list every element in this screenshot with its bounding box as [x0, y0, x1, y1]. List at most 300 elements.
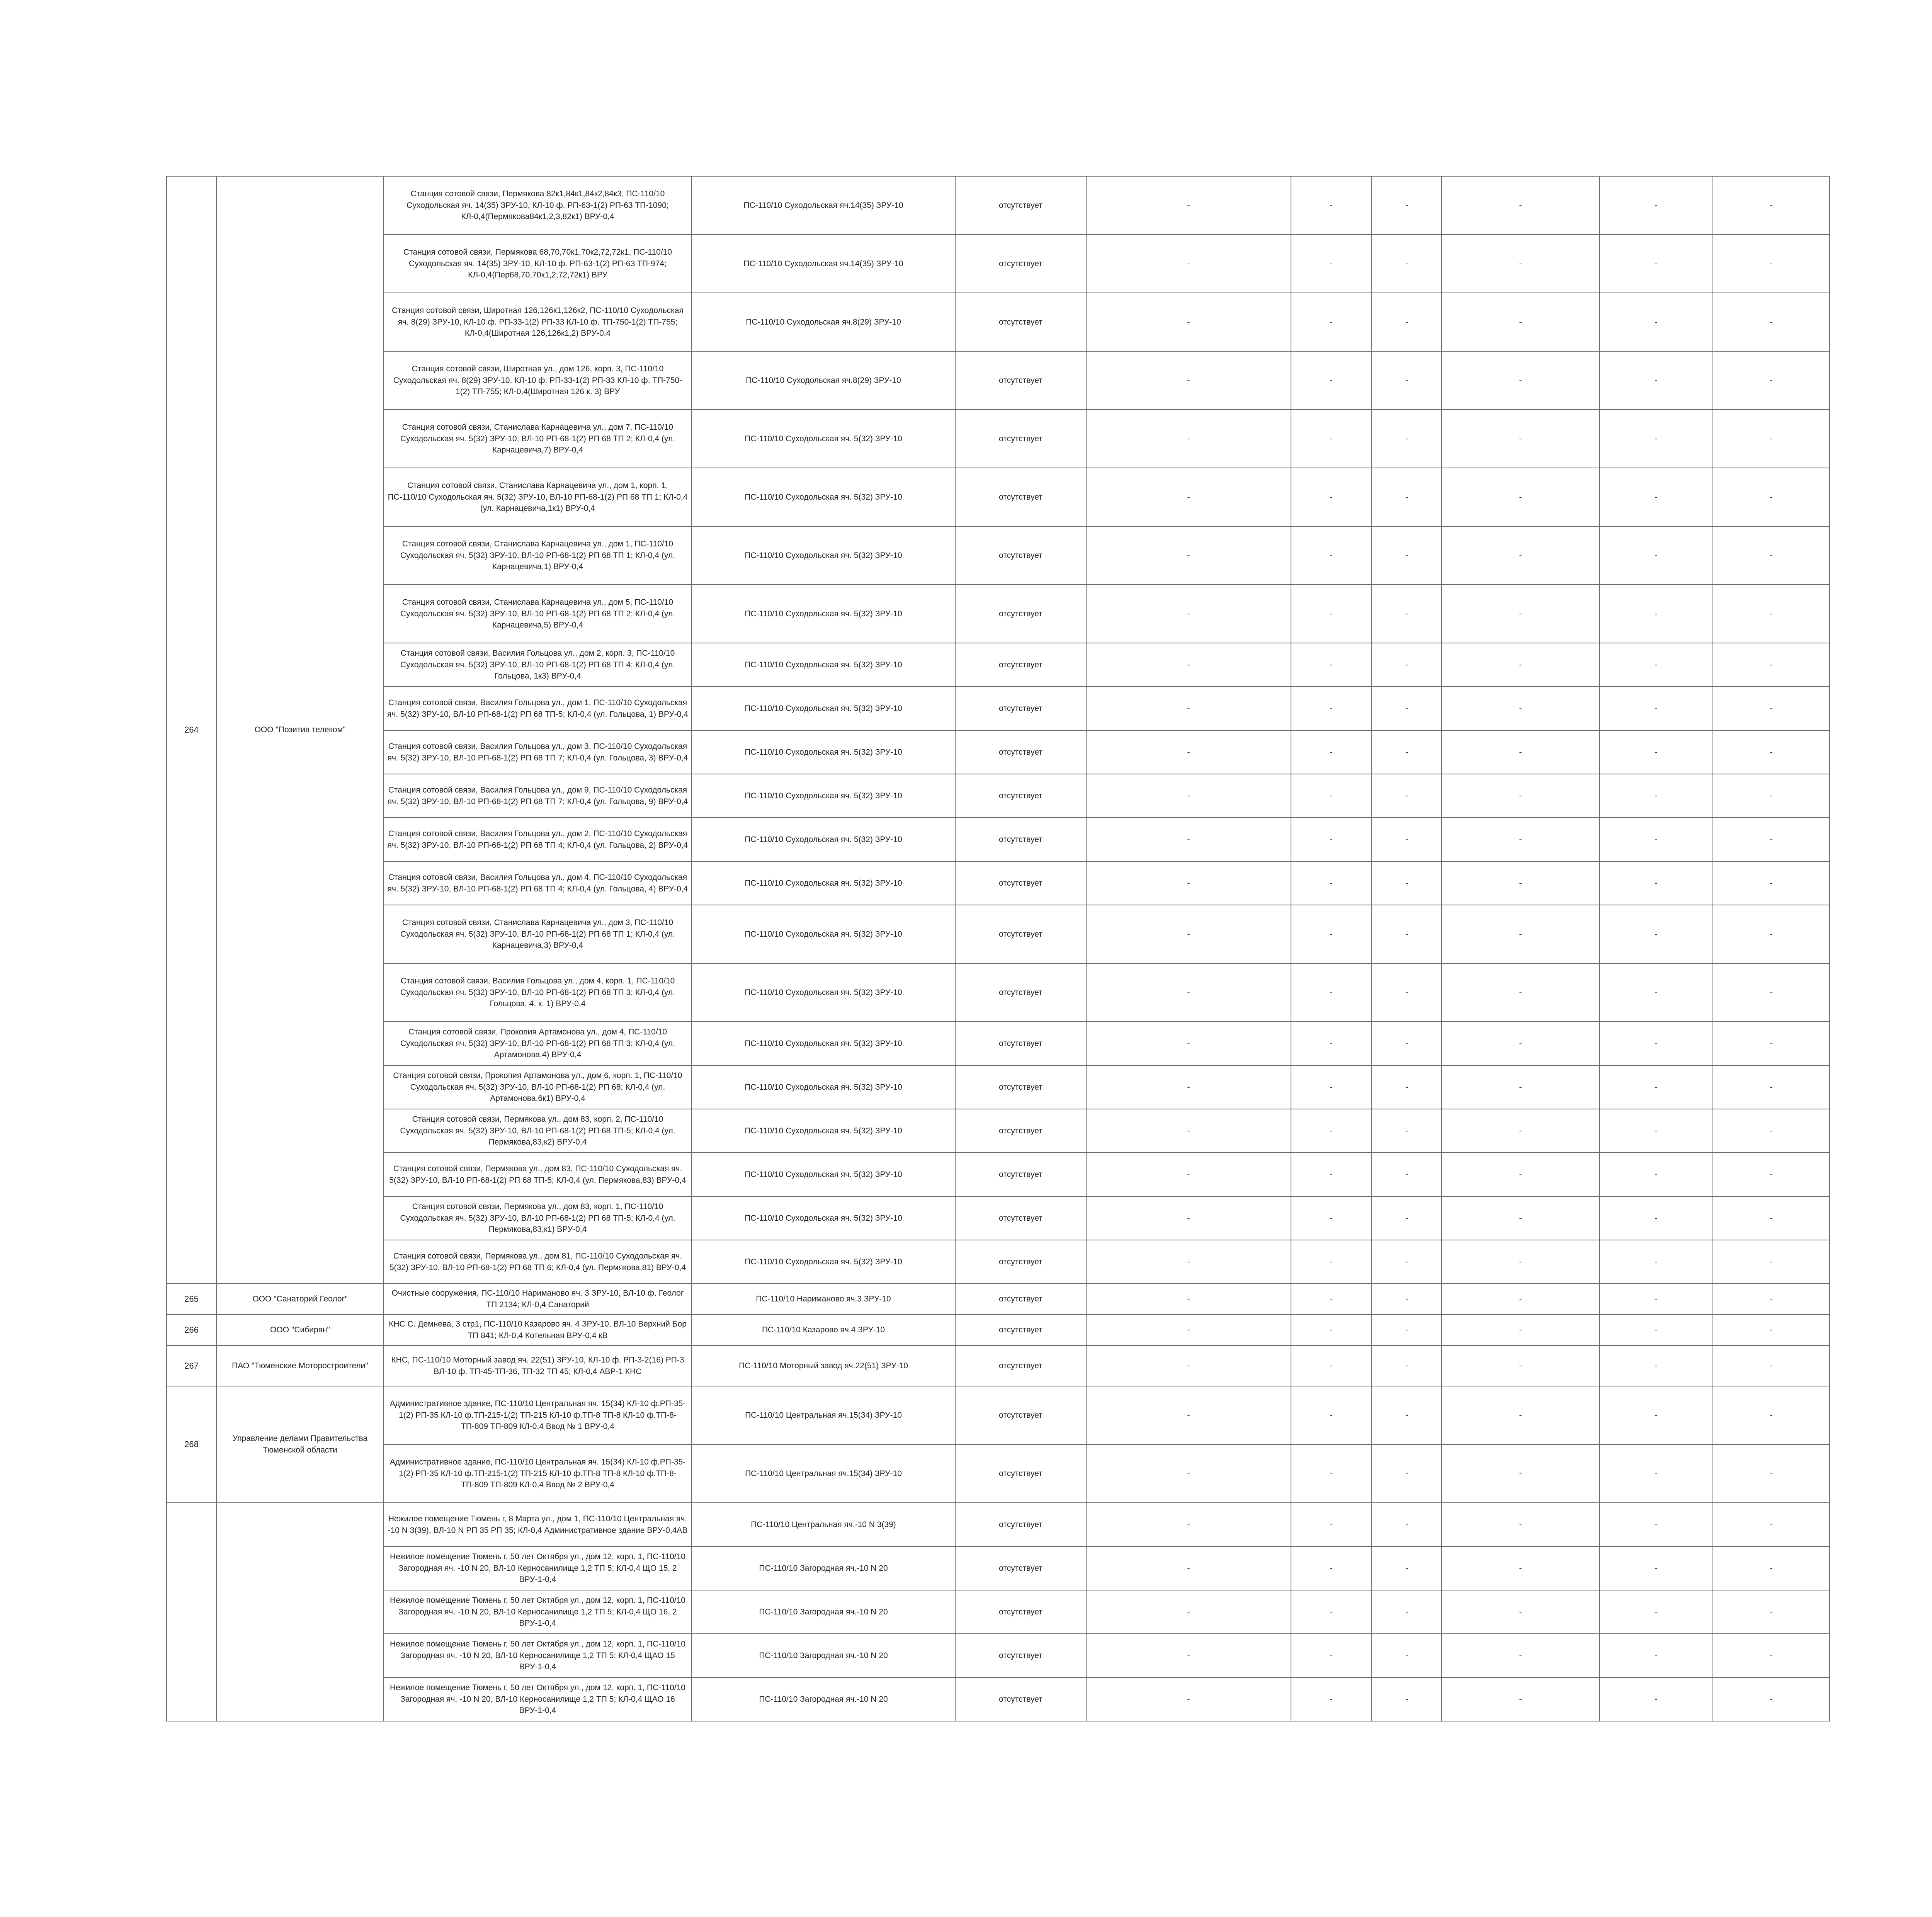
object-description-cell: Станция сотовой связи, Пермякова ул., дом 83, корп. 2, ПС-110/10 Суходольская яч. 5(32) ЗРУ-10, ВЛ-10 РП-68-1(2) РП 68 ТП-5; КЛ-0,4 (ул. Пермякова,83,к2) ВРУ-0,4 [384, 1109, 692, 1153]
value-cell-3: - [1372, 1386, 1442, 1444]
value-cell-6: - [1713, 730, 1830, 774]
object-description-cell: Нежилое помещение Тюмень г, 50 лет Октября ул., дом 12, корп. 1, ПС-110/10 Загородная яч. -10 N 20, ВЛ-10 Керносанилище 1,2 ТП 5; КЛ-0,4 ЩАО 15 ВРУ-1-0,4 [384, 1634, 692, 1677]
value-cell-3: - [1372, 526, 1442, 585]
table-row [167, 293, 1830, 351]
substation-cell: ПС-110/10 Загородная яч.-10 N 20 [692, 1590, 955, 1634]
value-cell-6: - [1713, 818, 1830, 861]
object-description-cell: Станция сотовой связи, Василия Гольцова ул., дом 9, ПС-110/10 Суходольская яч. 5(32) ЗРУ-10, ВЛ-10 РП-68-1(2) РП 68 ТП 7; КЛ-0,4 (ул. Гольцова, 9) ВРУ-0,4 [384, 774, 692, 818]
object-description-cell: Станция сотовой связи, Станислава Карнацевича ул., дом 3, ПС-110/10 Суходольская яч. 5(32) ЗРУ-10, ВЛ-10 РП-68-1(2) РП 68 ТП 1; КЛ-0,4 (ул. Карнацевича,3) ВРУ-0,4 [384, 905, 692, 963]
status-cell: отсутствует [955, 1109, 1086, 1153]
value-cell-1: - [1086, 1590, 1291, 1634]
table-row [167, 176, 1830, 235]
value-cell-6: - [1713, 1153, 1830, 1196]
value-cell-3: - [1372, 643, 1442, 687]
object-description-cell: Станция сотовой связи, Станислава Карнацевича ул., дом 5, ПС-110/10 Суходольская яч. 5(32) ЗРУ-10, ВЛ-10 РП-68-1(2) РП 68 ТП 2; КЛ-0,4 (ул. Карнацевича,5) ВРУ-0,4 [384, 585, 692, 643]
value-cell-6: - [1713, 687, 1830, 730]
object-description-cell: Станция сотовой связи, Василия Гольцова ул., дом 2, корп. 3, ПС-110/10 Суходольская яч. 5(32) ЗРУ-10, ВЛ-10 РП-68-1(2) РП 68 ТП 4; КЛ-0,4 (ул. Гольцова, 1к3) ВРУ-0,4 [384, 643, 692, 687]
table-row [167, 774, 1830, 818]
substation-cell: ПС-110/10 Нариманово яч.3 ЗРУ-10 [692, 1284, 955, 1315]
object-description-cell: Станция сотовой связи, Василия Гольцова ул., дом 3, ПС-110/10 Суходольская яч. 5(32) ЗРУ-10, ВЛ-10 РП-68-1(2) РП 68 ТП 7; КЛ-0,4 (ул. Гольцова, 3) ВРУ-0,4 [384, 730, 692, 774]
object-description-cell: Нежилое помещение Тюмень г, 50 лет Октября ул., дом 12, корп. 1, ПС-110/10 Загородная яч. -10 N 20, ВЛ-10 Керносанилище 1,2 ТП 5; КЛ-0,4 ЩАО 16 ВРУ-1-0,4 [384, 1677, 692, 1721]
object-description-cell: КНС С. Демнева, 3 стр1, ПС-110/10 Казарово яч. 4 ЗРУ-10, ВЛ-10 Верхний Бор ТП 841; КЛ-0,4 Котельная ВРУ-0,4 кВ [384, 1315, 692, 1345]
table-row [167, 1240, 1830, 1284]
object-description-cell: Административное здание, ПС-110/10 Центральная яч. 15(34) КЛ-10 ф.РП-35-1(2) РП-35 КЛ-10 ф.ТП-215-1(2) ТП-215 КЛ-10 ф.ТП-8 ТП-8 КЛ-10 ф.ТП-8-ТП-809 ТП-809 КЛ-0,4 Ввод № 1 ВРУ-0,4 [384, 1386, 692, 1444]
table-row [167, 730, 1830, 774]
object-description-cell: Нежилое помещение Тюмень г, 8 Марта ул., дом 1, ПС-110/10 Центральная яч. -10 N 3(39), ВЛ-10 N РП 35 РП 35; КЛ-0,4 Административное здание ВРУ-0,4АВ [384, 1503, 692, 1546]
value-cell-4: - [1442, 1386, 1599, 1444]
value-cell-3: - [1372, 1284, 1442, 1315]
value-cell-3: - [1372, 1196, 1442, 1240]
value-cell-3: - [1372, 1065, 1442, 1109]
status-cell: отсутствует [955, 963, 1086, 1022]
status-cell: отсутствует [955, 643, 1086, 687]
table-row [167, 1386, 1830, 1444]
value-cell-4: - [1442, 351, 1599, 410]
value-cell-2: - [1291, 774, 1372, 818]
value-cell-2: - [1291, 687, 1372, 730]
value-cell-5: - [1599, 1546, 1713, 1590]
substation-cell: ПС-110/10 Суходольская яч. 5(32) ЗРУ-10 [692, 818, 955, 861]
organization-cell: ПАО "Тюменские Моторостроители" [216, 1345, 384, 1386]
object-description-cell: Станция сотовой связи, Пермякова ул., дом 81, ПС-110/10 Суходольская яч. 5(32) ЗРУ-10, ВЛ-10 РП-68-1(2) РП 68 ТП 6; КЛ-0,4 (ул. Пермякова,81) ВРУ-0,4 [384, 1240, 692, 1284]
value-cell-3: - [1372, 730, 1442, 774]
value-cell-5: - [1599, 861, 1713, 905]
value-cell-4: - [1442, 1109, 1599, 1153]
status-cell: отсутствует [955, 1444, 1086, 1503]
value-cell-1: - [1086, 1677, 1291, 1721]
substation-cell: ПС-110/10 Суходольская яч.8(29) ЗРУ-10 [692, 351, 955, 410]
object-description-cell: Станция сотовой связи, Василия Гольцова ул., дом 4, ПС-110/10 Суходольская яч. 5(32) ЗРУ-10, ВЛ-10 РП-68-1(2) РП 68 ТП 4; КЛ-0,4 (ул. Гольцова, 4) ВРУ-0,4 [384, 861, 692, 905]
value-cell-2: - [1291, 293, 1372, 351]
value-cell-2: - [1291, 526, 1372, 585]
value-cell-2: - [1291, 235, 1372, 293]
value-cell-6: - [1713, 585, 1830, 643]
table-row [167, 1503, 1830, 1546]
table-row [167, 351, 1830, 410]
value-cell-1: - [1086, 176, 1291, 235]
status-cell: отсутствует [955, 235, 1086, 293]
data-table [166, 176, 1830, 1721]
value-cell-3: - [1372, 1677, 1442, 1721]
value-cell-3: - [1372, 1153, 1442, 1196]
value-cell-2: - [1291, 861, 1372, 905]
table-row [167, 1590, 1830, 1634]
value-cell-6: - [1713, 1677, 1830, 1721]
value-cell-3: - [1372, 235, 1442, 293]
value-cell-1: - [1086, 235, 1291, 293]
value-cell-4: - [1442, 818, 1599, 861]
status-cell: отсутствует [955, 1677, 1086, 1721]
object-description-cell: Нежилое помещение Тюмень г, 50 лет Октября ул., дом 12, корп. 1, ПС-110/10 Загородная яч. -10 N 20, ВЛ-10 Керносанилище 1,2 ТП 5; КЛ-0,4 ЩО 15, 2 ВРУ-1-0,4 [384, 1546, 692, 1590]
substation-cell: ПС-110/10 Казарово яч.4 ЗРУ-10 [692, 1315, 955, 1345]
value-cell-3: - [1372, 585, 1442, 643]
object-description-cell: Станция сотовой связи, Пермякова 82к1,84к1,84к2,84к3, ПС-110/10 Суходольская яч. 14(35) ЗРУ-10, КЛ-10 ф. РП-63-1(2) РП-63 ТП-1090; КЛ-0,4(Пермякова84к1,2,3,82к1) ВРУ-0,4 [384, 176, 692, 235]
table-row [167, 1065, 1830, 1109]
status-cell: отсутствует [955, 687, 1086, 730]
value-cell-6: - [1713, 963, 1830, 1022]
table-row [167, 1153, 1830, 1196]
value-cell-1: - [1086, 730, 1291, 774]
value-cell-3: - [1372, 861, 1442, 905]
value-cell-4: - [1442, 585, 1599, 643]
substation-cell: ПС-110/10 Центральная яч.-10 N 3(39) [692, 1503, 955, 1546]
value-cell-2: - [1291, 1634, 1372, 1677]
value-cell-5: - [1599, 905, 1713, 963]
substation-cell: ПС-110/10 Загородная яч.-10 N 20 [692, 1634, 955, 1677]
value-cell-2: - [1291, 730, 1372, 774]
value-cell-5: - [1599, 643, 1713, 687]
value-cell-5: - [1599, 293, 1713, 351]
substation-cell: ПС-110/10 Суходольская яч. 5(32) ЗРУ-10 [692, 585, 955, 643]
substation-cell: ПС-110/10 Суходольская яч. 5(32) ЗРУ-10 [692, 643, 955, 687]
organization-cell: Управление делами Правительства Тюменской области [216, 1386, 384, 1503]
value-cell-3: - [1372, 1546, 1442, 1590]
value-cell-4: - [1442, 1590, 1599, 1634]
organization-cell: ООО "Сибирян" [216, 1315, 384, 1345]
substation-cell: ПС-110/10 Суходольская яч. 5(32) ЗРУ-10 [692, 1109, 955, 1153]
substation-cell: ПС-110/10 Суходольская яч. 5(32) ЗРУ-10 [692, 1022, 955, 1065]
status-cell: отсутствует [955, 1590, 1086, 1634]
value-cell-2: - [1291, 1153, 1372, 1196]
substation-cell: ПС-110/10 Суходольская яч. 5(32) ЗРУ-10 [692, 1196, 955, 1240]
value-cell-6: - [1713, 905, 1830, 963]
value-cell-5: - [1599, 1503, 1713, 1546]
value-cell-6: - [1713, 351, 1830, 410]
substation-cell: ПС-110/10 Загородная яч.-10 N 20 [692, 1546, 955, 1590]
value-cell-4: - [1442, 1022, 1599, 1065]
value-cell-6: - [1713, 1065, 1830, 1109]
object-description-cell: Станция сотовой связи, Василия Гольцова ул., дом 1, ПС-110/10 Суходольская яч. 5(32) ЗРУ-10, ВЛ-10 РП-68-1(2) РП 68 ТП-5; КЛ-0,4 (ул. Гольцова, 1) ВРУ-0,4 [384, 687, 692, 730]
value-cell-4: - [1442, 1444, 1599, 1503]
organization-cell [216, 1503, 384, 1721]
substation-cell: ПС-110/10 Суходольская яч. 5(32) ЗРУ-10 [692, 774, 955, 818]
value-cell-1: - [1086, 861, 1291, 905]
value-cell-4: - [1442, 687, 1599, 730]
value-cell-1: - [1086, 351, 1291, 410]
table-row [167, 861, 1830, 905]
value-cell-3: - [1372, 1315, 1442, 1345]
value-cell-2: - [1291, 1109, 1372, 1153]
value-cell-4: - [1442, 1634, 1599, 1677]
value-cell-4: - [1442, 1345, 1599, 1386]
value-cell-6: - [1713, 1240, 1830, 1284]
status-cell: отсутствует [955, 1022, 1086, 1065]
table-row [167, 526, 1830, 585]
object-description-cell: КНС, ПС-110/10 Моторный завод яч. 22(51) ЗРУ-10, КЛ-10 ф. РП-3-2(16) РП-3 ВЛ-10 ф. ТП-45-ТП-36, ТП-32 ТП 45; КЛ-0,4 АВР-1 КНС [384, 1345, 692, 1386]
value-cell-5: - [1599, 1109, 1713, 1153]
value-cell-3: - [1372, 293, 1442, 351]
value-cell-6: - [1713, 1345, 1830, 1386]
value-cell-1: - [1086, 1153, 1291, 1196]
value-cell-5: - [1599, 1386, 1713, 1444]
value-cell-1: - [1086, 526, 1291, 585]
row-number-cell: 265 [167, 1284, 216, 1315]
value-cell-5: - [1599, 963, 1713, 1022]
value-cell-4: - [1442, 643, 1599, 687]
value-cell-1: - [1086, 687, 1291, 730]
status-cell: отсутствует [955, 818, 1086, 861]
value-cell-6: - [1713, 1444, 1830, 1503]
object-description-cell: Станция сотовой связи, Станислава Карнацевича ул., дом 1, ПС-110/10 Суходольская яч. 5(32) ЗРУ-10, ВЛ-10 РП-68-1(2) РП 68 ТП 1; КЛ-0,4 (ул. Карнацевича,1) ВРУ-0,4 [384, 526, 692, 585]
value-cell-5: - [1599, 585, 1713, 643]
value-cell-2: - [1291, 1386, 1372, 1444]
object-description-cell: Административное здание, ПС-110/10 Центральная яч. 15(34) КЛ-10 ф.РП-35-1(2) РП-35 КЛ-10 ф.ТП-215-1(2) ТП-215 КЛ-10 ф.ТП-8 ТП-8 КЛ-10 ф.ТП-8-ТП-809 ТП-809 КЛ-0,4 Ввод № 2 ВРУ-0,4 [384, 1444, 692, 1503]
value-cell-6: - [1713, 293, 1830, 351]
value-cell-4: - [1442, 1065, 1599, 1109]
object-description-cell: Станция сотовой связи, Прокопия Артамонова ул., дом 6, корп. 1, ПС-110/10 Суходольская яч. 5(32) ЗРУ-10, ВЛ-10 РП-68-1(2) РП 68; КЛ-0,4 (ул. Артамонова,6к1) ВРУ-0,4 [384, 1065, 692, 1109]
table-row [167, 643, 1830, 687]
status-cell: отсутствует [955, 730, 1086, 774]
status-cell: отсутствует [955, 905, 1086, 963]
value-cell-2: - [1291, 585, 1372, 643]
value-cell-6: - [1713, 235, 1830, 293]
row-number-cell: 264 [167, 176, 216, 1284]
object-description-cell: Станция сотовой связи, Пермякова ул., дом 83, ПС-110/10 Суходольская яч. 5(32) ЗРУ-10, ВЛ-10 РП-68-1(2) РП 68 ТП-5; КЛ-0,4 (ул. Пермякова,83) ВРУ-0,4 [384, 1153, 692, 1196]
value-cell-3: - [1372, 1503, 1442, 1546]
status-cell: отсутствует [955, 351, 1086, 410]
status-cell: отсутствует [955, 1345, 1086, 1386]
value-cell-1: - [1086, 1315, 1291, 1345]
value-cell-2: - [1291, 1022, 1372, 1065]
value-cell-5: - [1599, 1315, 1713, 1345]
object-description-cell: Станция сотовой связи, Василия Гольцова ул., дом 4, корп. 1, ПС-110/10 Суходольская яч. 5(32) ЗРУ-10, ВЛ-10 РП-68-1(2) РП 68 ТП 3; КЛ-0,4 (ул. Гольцова, 4, к. 1) ВРУ-0,4 [384, 963, 692, 1022]
table-row [167, 1546, 1830, 1590]
value-cell-3: - [1372, 468, 1442, 526]
value-cell-5: - [1599, 1677, 1713, 1721]
status-cell: отсутствует [955, 585, 1086, 643]
value-cell-4: - [1442, 1503, 1599, 1546]
value-cell-6: - [1713, 1315, 1830, 1345]
table-row [167, 410, 1830, 468]
value-cell-4: - [1442, 1153, 1599, 1196]
value-cell-2: - [1291, 1284, 1372, 1315]
value-cell-1: - [1086, 1022, 1291, 1065]
substation-cell: ПС-110/10 Центральная яч.15(34) ЗРУ-10 [692, 1386, 955, 1444]
substation-cell: ПС-110/10 Суходольская яч.14(35) ЗРУ-10 [692, 235, 955, 293]
table-row [167, 818, 1830, 861]
value-cell-5: - [1599, 526, 1713, 585]
substation-cell: ПС-110/10 Суходольская яч. 5(32) ЗРУ-10 [692, 861, 955, 905]
table-row [167, 1345, 1830, 1386]
organization-cell: ООО "Санаторий Геолог" [216, 1284, 384, 1315]
table-row [167, 1109, 1830, 1153]
value-cell-3: - [1372, 410, 1442, 468]
status-cell: отсутствует [955, 410, 1086, 468]
object-description-cell: Нежилое помещение Тюмень г, 50 лет Октября ул., дом 12, корп. 1, ПС-110/10 Загородная яч. -10 N 20, ВЛ-10 Керносанилище 1,2 ТП 5; КЛ-0,4 ЩО 16, 2 ВРУ-1-0,4 [384, 1590, 692, 1634]
value-cell-5: - [1599, 468, 1713, 526]
status-cell: отсутствует [955, 1196, 1086, 1240]
value-cell-4: - [1442, 468, 1599, 526]
value-cell-1: - [1086, 1065, 1291, 1109]
value-cell-5: - [1599, 1240, 1713, 1284]
value-cell-6: - [1713, 1590, 1830, 1634]
value-cell-4: - [1442, 774, 1599, 818]
value-cell-3: - [1372, 963, 1442, 1022]
object-description-cell: Станция сотовой связи, Широтная ул., дом 126, корп. 3, ПС-110/10 Суходольская яч. 8(29) ЗРУ-10, КЛ-10 ф. РП-33-1(2) РП-33 КЛ-10 ф. ТП-750-1(2) ТП-755; КЛ-0,4(Широтная 126 к. 3) ВРУ [384, 351, 692, 410]
value-cell-4: - [1442, 293, 1599, 351]
value-cell-3: - [1372, 687, 1442, 730]
value-cell-1: - [1086, 818, 1291, 861]
value-cell-3: - [1372, 1444, 1442, 1503]
value-cell-4: - [1442, 1315, 1599, 1345]
value-cell-1: - [1086, 643, 1291, 687]
substation-cell: ПС-110/10 Суходольская яч. 5(32) ЗРУ-10 [692, 468, 955, 526]
value-cell-4: - [1442, 1240, 1599, 1284]
value-cell-1: - [1086, 774, 1291, 818]
value-cell-5: - [1599, 774, 1713, 818]
substation-cell: ПС-110/10 Центральная яч.15(34) ЗРУ-10 [692, 1444, 955, 1503]
value-cell-2: - [1291, 643, 1372, 687]
status-cell: отсутствует [955, 861, 1086, 905]
value-cell-1: - [1086, 1345, 1291, 1386]
table-row [167, 963, 1830, 1022]
value-cell-5: - [1599, 351, 1713, 410]
value-cell-2: - [1291, 1345, 1372, 1386]
status-cell: отсутствует [955, 1634, 1086, 1677]
table-row [167, 1315, 1830, 1345]
substation-cell: ПС-110/10 Суходольская яч. 5(32) ЗРУ-10 [692, 526, 955, 585]
value-cell-1: - [1086, 1444, 1291, 1503]
table-row [167, 1634, 1830, 1677]
value-cell-2: - [1291, 1196, 1372, 1240]
value-cell-2: - [1291, 905, 1372, 963]
value-cell-2: - [1291, 1546, 1372, 1590]
value-cell-6: - [1713, 1284, 1830, 1315]
value-cell-1: - [1086, 1284, 1291, 1315]
status-cell: отсутствует [955, 1284, 1086, 1315]
table-row [167, 468, 1830, 526]
value-cell-6: - [1713, 861, 1830, 905]
object-description-cell: Станция сотовой связи, Пермякова 68,70,70к1,70к2,72,72к1, ПС-110/10 Суходольская яч. 14(35) ЗРУ-10, КЛ-10 ф. РП-63-1(2) РП-63 ТП-974; КЛ-0,4(Пер68,70,70к1,2,72,72к1) ВРУ [384, 235, 692, 293]
value-cell-5: - [1599, 1153, 1713, 1196]
object-description-cell: Станция сотовой связи, Станислава Карнацевича ул., дом 7, ПС-110/10 Суходольская яч. 5(32) ЗРУ-10, ВЛ-10 РП-68-1(2) РП 68 ТП 2; КЛ-0,4 (ул. Карнацевича,7) ВРУ-0,4 [384, 410, 692, 468]
value-cell-3: - [1372, 1022, 1442, 1065]
value-cell-1: - [1086, 293, 1291, 351]
value-cell-2: - [1291, 1677, 1372, 1721]
value-cell-2: - [1291, 1590, 1372, 1634]
substation-cell: ПС-110/10 Моторный завод яч.22(51) ЗРУ-10 [692, 1345, 955, 1386]
value-cell-2: - [1291, 176, 1372, 235]
value-cell-2: - [1291, 818, 1372, 861]
value-cell-4: - [1442, 176, 1599, 235]
value-cell-1: - [1086, 1386, 1291, 1444]
value-cell-3: - [1372, 1590, 1442, 1634]
value-cell-4: - [1442, 1196, 1599, 1240]
value-cell-3: - [1372, 905, 1442, 963]
value-cell-5: - [1599, 1590, 1713, 1634]
value-cell-5: - [1599, 818, 1713, 861]
value-cell-3: - [1372, 1345, 1442, 1386]
value-cell-2: - [1291, 1065, 1372, 1109]
table-row [167, 585, 1830, 643]
value-cell-2: - [1291, 1315, 1372, 1345]
table-row [167, 1022, 1830, 1065]
value-cell-6: - [1713, 1109, 1830, 1153]
value-cell-6: - [1713, 176, 1830, 235]
value-cell-4: - [1442, 861, 1599, 905]
value-cell-5: - [1599, 1022, 1713, 1065]
object-description-cell: Станция сотовой связи, Василия Гольцова ул., дом 2, ПС-110/10 Суходольская яч. 5(32) ЗРУ-10, ВЛ-10 РП-68-1(2) РП 68 ТП 4; КЛ-0,4 (ул. Гольцова, 2) ВРУ-0,4 [384, 818, 692, 861]
value-cell-1: - [1086, 1109, 1291, 1153]
status-cell: отсутствует [955, 1240, 1086, 1284]
value-cell-5: - [1599, 1284, 1713, 1315]
value-cell-6: - [1713, 1386, 1830, 1444]
value-cell-4: - [1442, 235, 1599, 293]
value-cell-5: - [1599, 410, 1713, 468]
value-cell-5: - [1599, 1634, 1713, 1677]
value-cell-2: - [1291, 410, 1372, 468]
value-cell-4: - [1442, 1284, 1599, 1315]
value-cell-4: - [1442, 526, 1599, 585]
value-cell-3: - [1372, 1634, 1442, 1677]
value-cell-5: - [1599, 1065, 1713, 1109]
value-cell-4: - [1442, 410, 1599, 468]
substation-cell: ПС-110/10 Загородная яч.-10 N 20 [692, 1677, 955, 1721]
value-cell-3: - [1372, 818, 1442, 861]
object-description-cell: Станция сотовой связи, Широтная 126,126к1,126к2, ПС-110/10 Суходольская яч. 8(29) ЗРУ-10, КЛ-10 ф. РП-33-1(2) РП-33 КЛ-10 ф. ТП-750-1(2) ТП-755; КЛ-0,4(Широтная 126,126к1,2) ВРУ-0,4 [384, 293, 692, 351]
value-cell-6: - [1713, 1503, 1830, 1546]
status-cell: отсутствует [955, 468, 1086, 526]
status-cell: отсутствует [955, 293, 1086, 351]
value-cell-1: - [1086, 963, 1291, 1022]
value-cell-1: - [1086, 1503, 1291, 1546]
row-number-cell [167, 1503, 216, 1721]
status-cell: отсутствует [955, 774, 1086, 818]
value-cell-1: - [1086, 1196, 1291, 1240]
value-cell-6: - [1713, 468, 1830, 526]
value-cell-5: - [1599, 1444, 1713, 1503]
value-cell-1: - [1086, 905, 1291, 963]
value-cell-1: - [1086, 1546, 1291, 1590]
value-cell-3: - [1372, 176, 1442, 235]
table-row [167, 235, 1830, 293]
substation-cell: ПС-110/10 Суходольская яч. 5(32) ЗРУ-10 [692, 1065, 955, 1109]
value-cell-6: - [1713, 526, 1830, 585]
table-row [167, 687, 1830, 730]
value-cell-4: - [1442, 963, 1599, 1022]
value-cell-2: - [1291, 1240, 1372, 1284]
substation-cell: ПС-110/10 Суходольская яч. 5(32) ЗРУ-10 [692, 963, 955, 1022]
value-cell-2: - [1291, 468, 1372, 526]
status-cell: отсутствует [955, 526, 1086, 585]
table-body [167, 176, 1830, 1721]
value-cell-6: - [1713, 1546, 1830, 1590]
value-cell-3: - [1372, 1109, 1442, 1153]
value-cell-2: - [1291, 1503, 1372, 1546]
substation-cell: ПС-110/10 Суходольская яч.8(29) ЗРУ-10 [692, 293, 955, 351]
value-cell-6: - [1713, 1022, 1830, 1065]
substation-cell: ПС-110/10 Суходольская яч.14(35) ЗРУ-10 [692, 176, 955, 235]
table-row [167, 1444, 1830, 1503]
substation-cell: ПС-110/10 Суходольская яч. 5(32) ЗРУ-10 [692, 410, 955, 468]
row-number-cell: 266 [167, 1315, 216, 1345]
object-description-cell: Очистные сооружения, ПС-110/10 Нариманово яч. 3 ЗРУ-10, ВЛ-10 ф. Геолог ТП 2134; КЛ-0,4 Санаторий [384, 1284, 692, 1315]
value-cell-4: - [1442, 1546, 1599, 1590]
value-cell-1: - [1086, 1240, 1291, 1284]
status-cell: отсутствует [955, 1315, 1086, 1345]
value-cell-5: - [1599, 176, 1713, 235]
value-cell-3: - [1372, 1240, 1442, 1284]
substation-cell: ПС-110/10 Суходольская яч. 5(32) ЗРУ-10 [692, 687, 955, 730]
value-cell-5: - [1599, 730, 1713, 774]
substation-cell: ПС-110/10 Суходольская яч. 5(32) ЗРУ-10 [692, 1153, 955, 1196]
status-cell: отсутствует [955, 1065, 1086, 1109]
value-cell-4: - [1442, 1677, 1599, 1721]
status-cell: отсутствует [955, 1503, 1086, 1546]
status-cell: отсутствует [955, 1153, 1086, 1196]
value-cell-3: - [1372, 351, 1442, 410]
status-cell: отсутствует [955, 176, 1086, 235]
